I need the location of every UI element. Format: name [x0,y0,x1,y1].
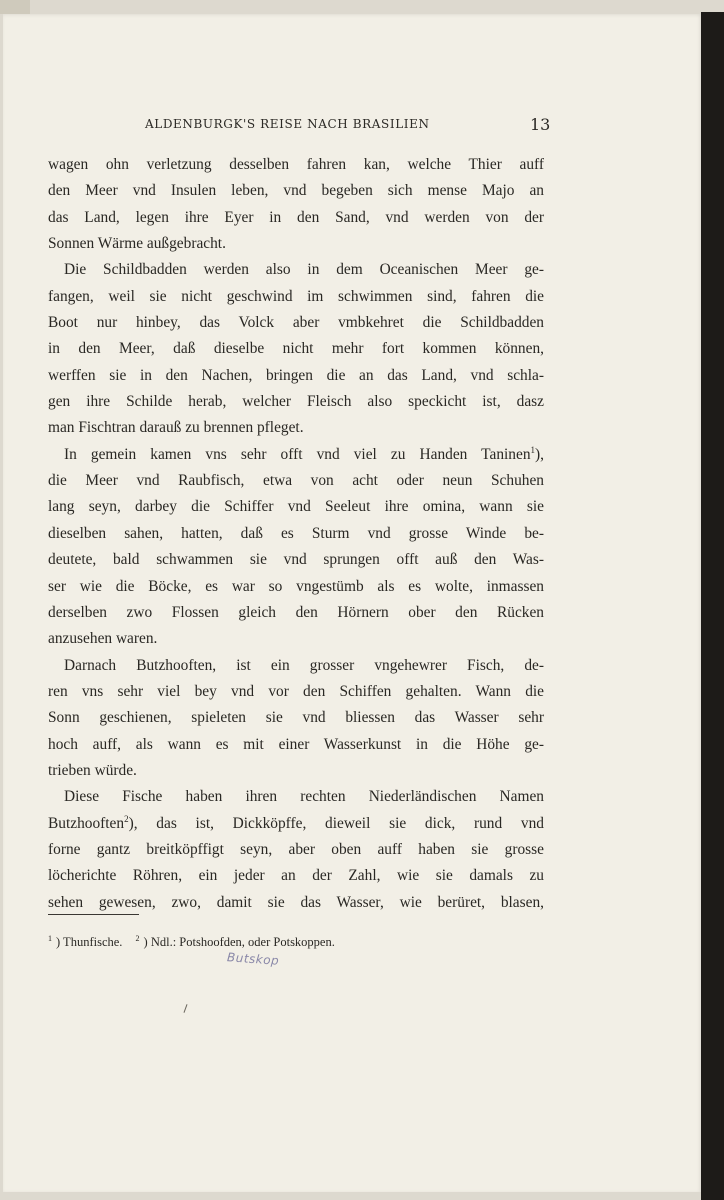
text-line: das Land, legen ihre Eyer in den Sand, vnd werden von der [48,208,544,226]
text-line: sehen gewesen, zwo, damit sie das Wasser, wie berüret, blasen, [48,893,544,911]
scan-corner [0,0,30,14]
text-fragment: Butzhooften [48,814,125,832]
text-line: hoch auff, als wann es mit einer Wasserkunst in die Höhe ge- [48,735,544,753]
text-line: anzusehen waren. [48,630,158,648]
text-line: in den Meer, daß dieselbe nicht mehr fort kommen können, [48,340,544,358]
footnote-rule [48,914,139,915]
footnote-ref-close: ), [535,445,544,463]
text-fragment: , das ist, Dickköpffe, dieweil sie dick, rund vnd [133,814,544,832]
text-line: fangen, weil sie nicht geschwind im schwimmen sind, fahren die [48,287,544,305]
text-line: löcherichte Röhren, ein jeder an der Zahl, wie sie damals zu [48,867,544,885]
footnote-ref: 2 [124,813,129,824]
text-line: ren vns sehr viel bey vnd vor den Schiffen gehalten. Wann die [48,682,544,700]
text-line: den Meer vnd Insulen leben, vnd begeben sich mense Majo an [48,182,544,200]
text-line: ser wie die Böcke, es war so vngestümb als es wolte, inmassen [48,577,544,595]
footnote [136,934,335,950]
footnote [48,934,122,950]
text-line: die Meer vnd Raubfisch, etwa von acht oder neun Schuhen [48,472,544,490]
footnote-ref: 1 [530,444,536,455]
text-line: trieben würde. [48,761,137,779]
text-line: gen ihre Schilde herab, welcher Fleisch also speckicht ist, dasz [48,393,544,411]
text-line: Diese Fische haben ihren rechten Niederländischen Namen [64,788,544,806]
footnotes [48,934,518,950]
text-line: deutete, bald schwammen sie vnd sprungen offt auß den Was- [48,551,544,569]
text-line [48,442,544,468]
text-line: man Fischtran darauß zu brennen pfleget. [48,419,304,437]
footnote-ref-close: ) [128,814,134,832]
text-line: Sonnen Wärme außgebracht. [48,235,226,253]
text-line: forne gantz breitköpffigt seyn, aber oben auff haben sie grosse [48,840,544,858]
running-title: ALDENBURGK'S REISE NACH BRASILIEN [145,117,430,131]
text-line: lang seyn, darbey die Schiffer vnd Seeleut ihre omina, wann sie [48,498,544,516]
text-line: werffen sie in den Nachen, bringen die an das Land, vnd schla- [48,366,544,384]
text-line: Sonn geschienen, spieleten sie vnd bliessen das Wasser sehr [48,709,544,727]
footnote-text: ) Thunfische. [56,935,123,949]
text-fragment: In gemein kamen vns sehr offt vnd viel zu Handen Taninen [64,445,531,463]
footnote-mark: 2 [135,934,140,943]
footnote-mark: 1 [48,934,52,943]
text-line: Boot nur hinbey, das Volck aber vmbkehret die Schildbadden [48,314,544,332]
text-line: Die Schildbadden werden also in dem Oceanischen Meer ge- [64,261,544,279]
text-line [48,811,544,837]
text-line: dieselben sahen, hatten, daß es Sturm vnd grosse Winde be- [48,524,544,542]
handwritten-annotation: Butskop [226,950,280,968]
text-line: Darnach Butzhooften, ist ein grosser vngehewrer Fisch, de- [64,656,544,674]
body-text [48,152,544,916]
text-line: derselben zwo Flossen gleich den Hörnern ober den Rücken [48,603,544,621]
page-edge-shadow [701,12,724,1200]
footnote-text: ) Ndl.: Potshoofden, oder Potskoppen. [143,935,335,949]
page-number: 13 [530,115,551,134]
running-head [0,116,724,136]
text-line: wagen ohn verletzung desselben fahren kan, welche Thier auff [48,156,544,173]
